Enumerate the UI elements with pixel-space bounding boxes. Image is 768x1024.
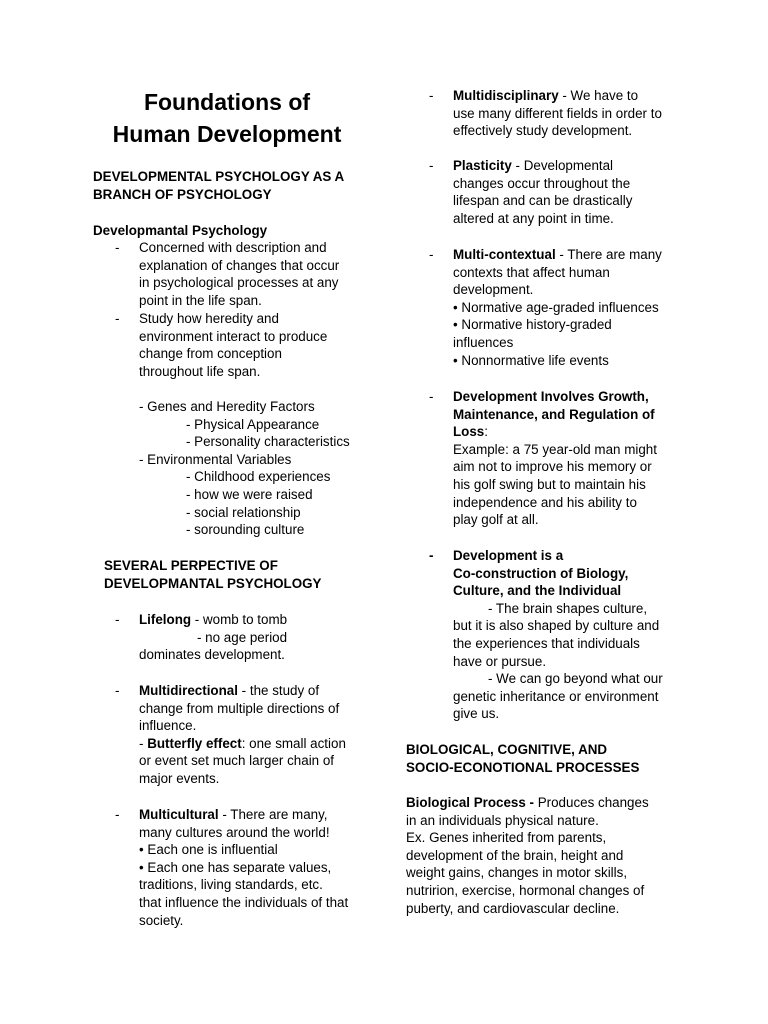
dash-bullet: - (429, 548, 434, 563)
item-biological-process: Biological Process - Produces changes in an individuals physical nature. Ex. Genes inherited from parents, development of the brain, height and weight gains, changes in motor skills, nutririon, exercise, hormonal changes of puberty, and cardiovascular decline. (406, 795, 649, 916)
bullet-heredity: Study how heredity and environment interact to produce change from conception throughout life span. (139, 311, 328, 379)
section-heading-perspectives: SEVERAL PERPECTIVE OF DEVELOPMANTAL PSYCHOLOGY (104, 558, 322, 591)
section-heading-developmental: DEVELOPMENTAL PSYCHOLOGY AS A BRANCH OF PSYCHOLOGY (93, 169, 345, 202)
bullet-description: Concerned with description and explanation of changes that occur in psychological processes at any point in the life span. (139, 240, 340, 308)
item-coconstruction: Development is a Co-construction of Biology, Culture, and the Individual - The brain shapes culture, but it is also shaped by culture and the experiences that individuals have or pursue. - We can go beyond what our genetic inheritance or environment give us. (453, 548, 663, 722)
dash-bullet: - (115, 311, 120, 326)
page-title: Foundations of Human Development (112, 89, 342, 147)
dash-bullet: - (429, 158, 434, 173)
genes-list: - Genes and Heredity Factors - Physical Appearance - Personality characteristics - Environmental Variables - Childhood experiences - how we were raised - social relationship - sorounding culture (139, 399, 350, 538)
dash-bullet: - (115, 612, 120, 627)
item-multidisciplinary: Multidisciplinary - We have to use many different fields in order to effectively study development. (453, 88, 662, 139)
item-multicultural: Multicultural - There are many, many cultures around the world! • Each one is influential • Each one has separate values, traditions, living standards, etc. that influence the individuals of that society. (139, 807, 349, 928)
section-heading-processes: BIOLOGICAL, COGNITIVE, AND SOCIO-ECONOTIONAL PROCESSES (406, 742, 640, 775)
item-growth: Development Involves Growth, Maintenance, and Regulation of Loss: Example: a 75 year-old man might aim not to improve his memory or his golf swing but to maintain his independence and his ability to play golf at all. (453, 389, 657, 528)
item-multidirectional: Multidirectional - the study of change from multiple directions of influence. - Butterfly effect: one small action or event set much larger chain of major events. (139, 683, 346, 786)
dash-bullet: - (115, 240, 120, 255)
dash-bullet: - (429, 247, 434, 262)
item-multicontextual: Multi-contextual - There are many contexts that affect human development. • Normative age-graded influences • Normative history-graded influences • Nonnormative life events (453, 247, 662, 368)
dash-bullet: - (429, 389, 434, 404)
subheading-developmental-psychology: Developmantal Psychology (93, 223, 268, 238)
item-plasticity: Plasticity - Developmental changes occur throughout the lifespan and can be drastically altered at any point in time. (453, 158, 633, 226)
item-lifelong: Lifelong - womb to tomb - no age period dominates development. (139, 612, 288, 663)
dash-bullet: - (429, 88, 434, 103)
dash-bullet: - (115, 807, 120, 822)
dash-bullet: - (115, 683, 120, 698)
